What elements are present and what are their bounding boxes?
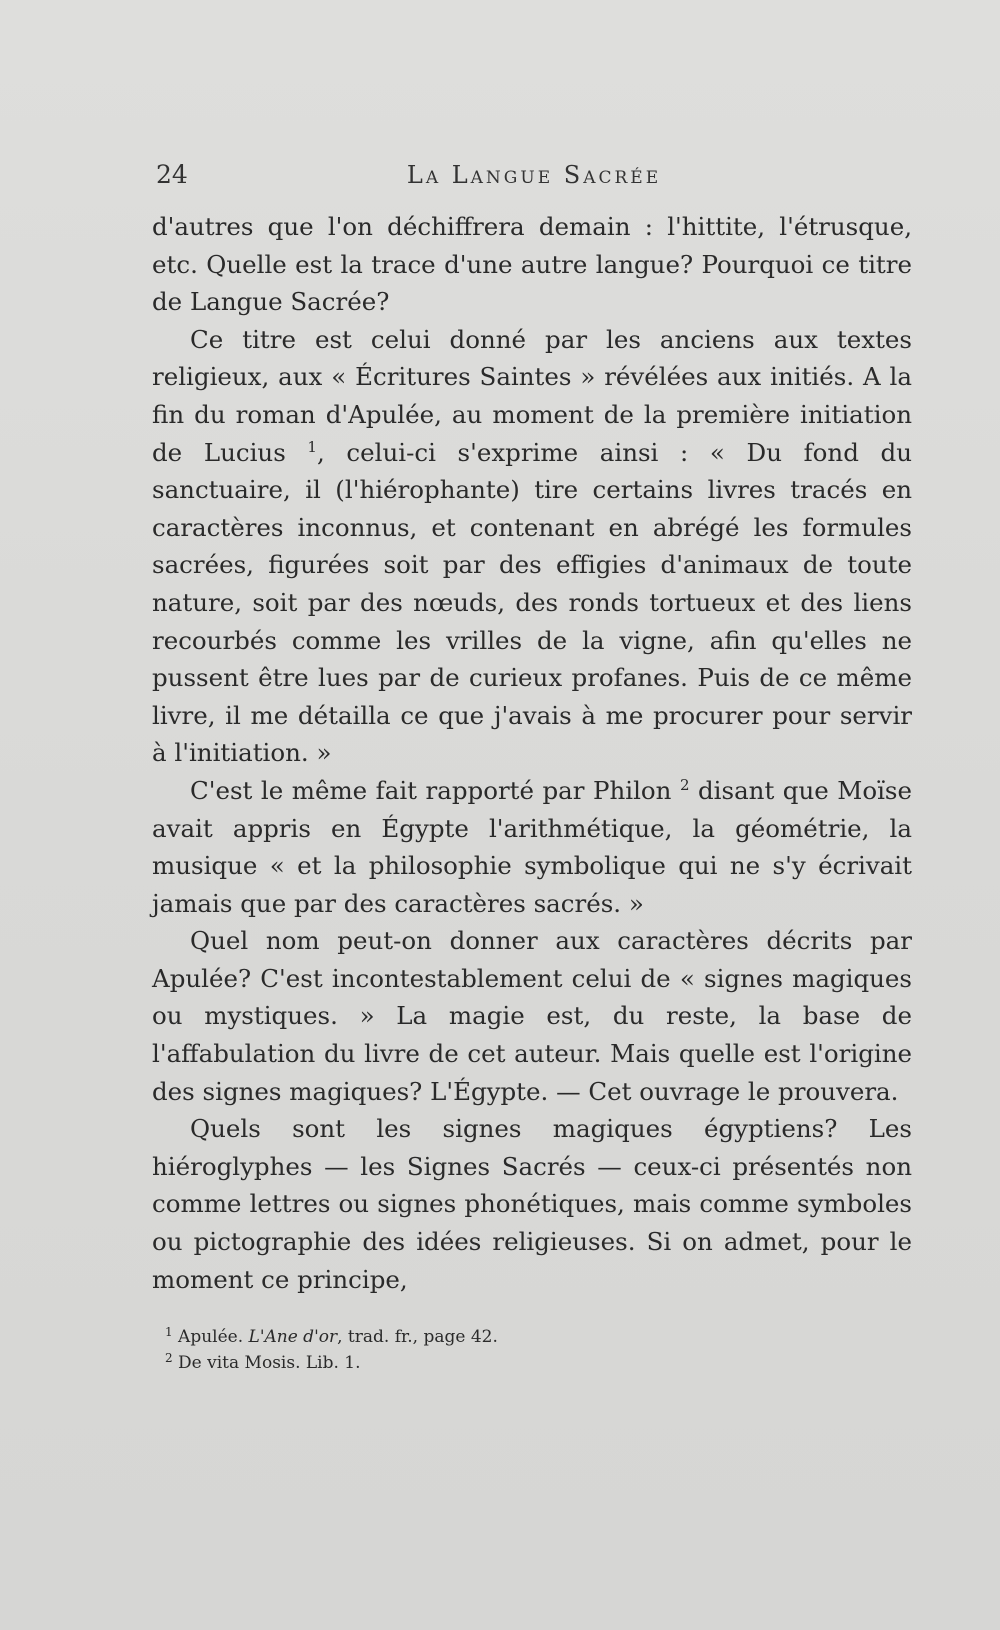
body-text — [152, 208, 912, 1298]
paragraph-1: d'autres que l'on déchiffrera demain : l'hittite, l'étrusque, etc. Quelle est la trace d'une autre langue? Pourquoi ce titre de Langue Sacrée? — [152, 212, 912, 317]
page-number: 24 — [156, 160, 188, 189]
paragraph-4: Quel nom peut-on donner aux caractères décrits par Apulée? C'est incontestablement celui de « signes magiques ou mystiques. » La magie est, du reste, la base de l'affabulation du livre de cet auteur. Mais quelle est l'origine des signes magiques? L'Égypte. — Cet ouvrage le prouvera. — [152, 926, 912, 1106]
footnote-1 — [165, 1324, 885, 1350]
paragraph-2 — [152, 321, 912, 772]
page-header — [156, 160, 912, 194]
footnote-ref-1: 1 — [307, 437, 317, 456]
footnotes — [165, 1324, 885, 1376]
paragraph-5: Quels sont les signes magiques égyptiens? Les hiéroglyphes — les Signes Sacrés — ceux-ci présentés non comme lettres ou signes phonétiques, mais comme symboles ou pictographie des idées religieuses. Si on admet, pour le moment ce principe, — [152, 1114, 912, 1294]
footnote-1-marker: 1 — [165, 1325, 173, 1339]
footnote-ref-2: 2 — [679, 775, 690, 794]
footnote-2 — [165, 1350, 885, 1376]
paragraph-3-part-1: C'est le même fait rapporté par Philon — [190, 775, 680, 805]
paragraph-2-part-1: Ce titre est celui donné par les anciens aux textes religieux, aux « Écritures Saintes » révélées aux initiés. A la fin du roman d'Apulée, au moment de la première initiation de Lucius — [152, 324, 912, 467]
paragraph-3 — [152, 772, 912, 922]
footnote-1-before: Apulée. — [172, 1327, 249, 1347]
footnote-2-text: De vita Mosis. Lib. 1. — [172, 1353, 361, 1373]
footnote-1-title: L'Ane d'or — [248, 1327, 338, 1347]
paragraph-2-part-2: , celui-ci s'exprime ainsi : « Du fond du sanctuaire, il (l'hiérophante) tire certains livres tracés en caractères inconnus, et contenant en abrégé les formules sacrées, figurées soit par des effigies d'animaux de toute nature, soit par des nœuds, des ronds tortueux et des liens recourbés comme les vrilles de la vigne, afin qu'elles ne pussent être lues par de curieux profanes. Puis de ce même livre, il me détailla ce que j'avais à me procurer pour servir à l'initiation. » — [152, 437, 912, 768]
paragraph-3-part-2: disant que Moïse avait appris en Égypte l'arithmétique, la géométrie, la musique « et la philosophie symbolique qui ne s'y écrivait jamais que par des caractères sacrés. » — [152, 775, 912, 918]
footnote-1-after: , trad. fr., page 42. — [337, 1327, 498, 1347]
footnote-2-marker: 2 — [165, 1351, 173, 1365]
running-title: La Langue Sacrée — [406, 161, 662, 189]
